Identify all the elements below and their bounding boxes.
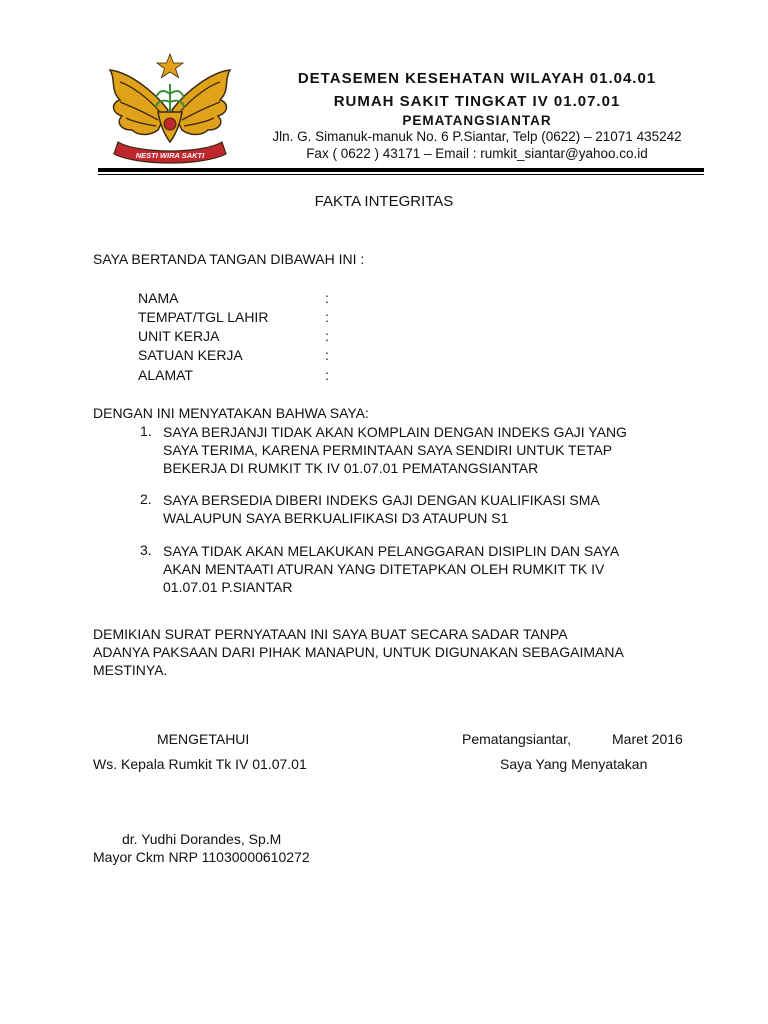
field-label-nama: NAMA bbox=[138, 290, 179, 306]
letterhead-line3: PEMATANGSIANTAR bbox=[402, 113, 552, 128]
statement-text: SAYA BERJANJI TIDAK AKAN KOMPLAIN DENGAN INDEKS GAJI YANG SAYA TERIMA, KARENA PERMINTAAN SAYA SENDIRI UNTUK TETAP BEKERJA DI RUMKIT TK IV 01.07.01 PEMATANGSIANTAR bbox=[163, 424, 627, 476]
document-title: FAKTA INTEGRITAS bbox=[314, 193, 454, 210]
signing-date: Maret 2016 bbox=[612, 731, 683, 747]
field-label-satuan-kerja: SATUAN KERJA bbox=[138, 347, 243, 363]
signing-place: Pematangsiantar, bbox=[462, 731, 571, 747]
header-divider-thick bbox=[98, 168, 704, 172]
statement-number: 1. bbox=[140, 423, 152, 439]
field-colon: : bbox=[325, 328, 329, 344]
field-label-alamat: ALAMAT bbox=[138, 367, 193, 383]
acknowledge-label: MENGETAHUI bbox=[157, 731, 250, 747]
letterhead-line1: DETASEMEN KESEHATAN WILAYAH 01.04.01 bbox=[297, 70, 657, 87]
acknowledge-role: Ws. Kepala Rumkit Tk IV 01.07.01 bbox=[93, 756, 307, 772]
official-name: dr. Yudhi Dorandes, Sp.M bbox=[122, 831, 282, 847]
letterhead-line2: RUMAH SAKIT TINGKAT IV 01.07.01 bbox=[333, 93, 621, 110]
field-colon: : bbox=[325, 347, 329, 363]
field-colon: : bbox=[325, 290, 329, 306]
field-colon: : bbox=[325, 367, 329, 383]
statement-text: SAYA TIDAK AKAN MELAKUKAN PELANGGARAN DISIPLIN DAN SAYA AKAN MENTAATI ATURAN YANG DITETAPKAN OLEH RUMKIT TK IV 01.07.01 P.SIANTAR bbox=[163, 543, 620, 595]
field-label-tempat-tgl-lahir: TEMPAT/TGL LAHIR bbox=[138, 309, 269, 325]
field-colon: : bbox=[325, 309, 329, 325]
official-rank-nrp: Mayor Ckm NRP 11030000610272 bbox=[93, 849, 310, 865]
hospital-emblem-logo bbox=[98, 50, 242, 168]
declarant-label: Saya Yang Menyatakan bbox=[500, 756, 648, 772]
statement-number: 2. bbox=[140, 491, 152, 507]
statement-intro: DENGAN INI MENYATAKAN BAHWA SAYA: bbox=[93, 405, 369, 421]
closing-paragraph: DEMIKIAN SURAT PERNYATAAN INI SAYA BUAT SECARA SADAR TANPA ADANYA PAKSAAN DARI PIHAK MANAPUN, UNTUK DIGUNAKAN SEBAGAIMANA MESTINYA. bbox=[93, 626, 624, 678]
logo-motto: NESTI WIRA SAKTI bbox=[135, 151, 205, 160]
header-divider-thin bbox=[98, 174, 704, 175]
field-label-unit-kerja: UNIT KERJA bbox=[138, 328, 220, 344]
letterhead-contact: Fax ( 0622 ) 43171 – Email : rumkit_siantar@yahoo.co.id bbox=[306, 146, 648, 161]
letterhead-address: Jln. G. Simanuk-manuk No. 6 P.Siantar, Telp (0622) – 21071 435242 bbox=[272, 129, 682, 144]
intro-text: SAYA BERTANDA TANGAN DIBAWAH INI : bbox=[93, 251, 365, 267]
statement-text: SAYA BERSEDIA DIBERI INDEKS GAJI DENGAN KUALIFIKASI SMA WALAUPUN SAYA BERKUALIFIKASI D3 ATAUPUN S1 bbox=[163, 492, 600, 526]
statement-number: 3. bbox=[140, 542, 152, 558]
